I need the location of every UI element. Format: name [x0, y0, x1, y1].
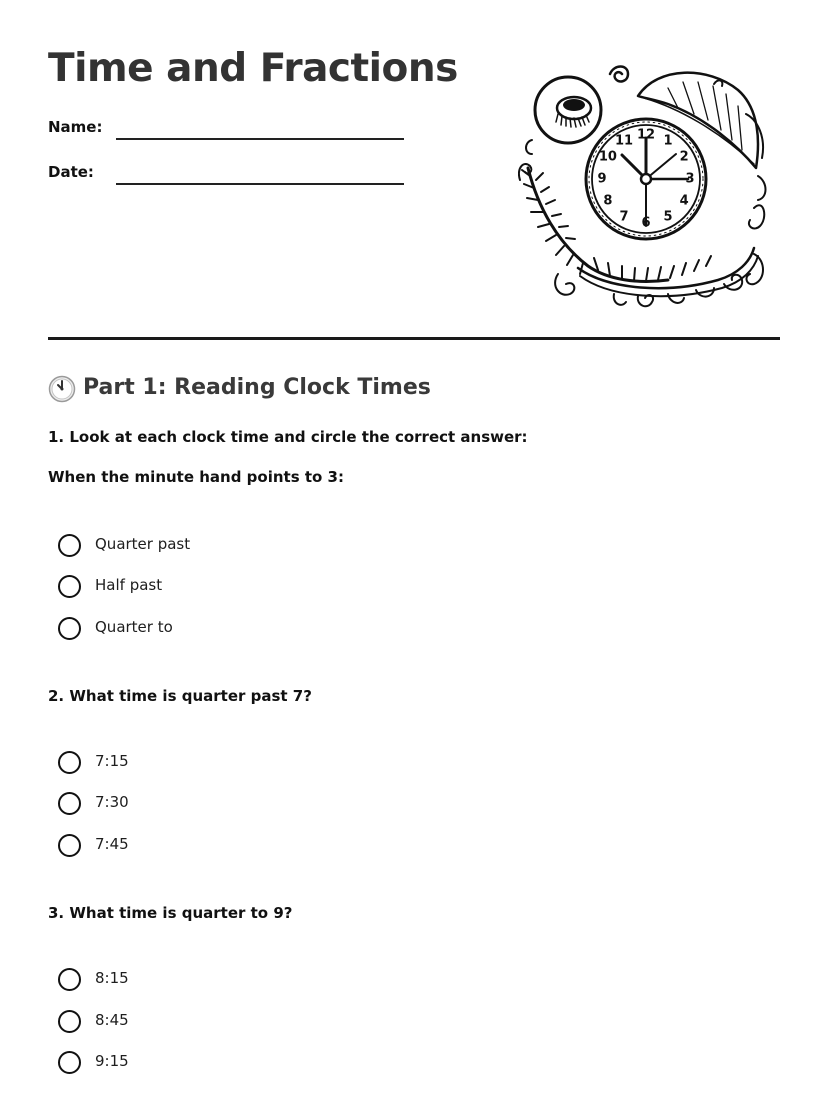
clock-numeral: 7: [619, 209, 629, 225]
option-label: 7:45: [95, 835, 129, 853]
question-3-text: 3. What time is quarter to 9?: [48, 904, 293, 922]
date-line[interactable]: [116, 183, 404, 185]
radio-button[interactable]: [58, 751, 81, 774]
clock-numeral: 8: [603, 193, 613, 209]
clock-numeral: 4: [679, 193, 689, 209]
date-field[interactable]: [48, 161, 408, 191]
clock-numeral: 1: [663, 133, 673, 149]
question-2-option-1[interactable]: [57, 750, 357, 776]
clock-numeral: 3: [685, 171, 695, 187]
option-label: 8:45: [95, 1011, 129, 1029]
question-1-text: When the minute hand points to 3:: [48, 468, 344, 486]
clock-numeral: 2: [679, 149, 689, 165]
clock-numeral: 10: [598, 149, 617, 165]
question-3-option-2[interactable]: [57, 1009, 357, 1035]
clock-numeral: 6: [641, 215, 651, 231]
clock-numeral: 5: [663, 209, 673, 225]
page-title: Time and Fractions: [48, 46, 458, 91]
radio-button[interactable]: [58, 534, 81, 557]
option-label: 8:15: [95, 969, 129, 987]
question-3-option-3[interactable]: [57, 1050, 357, 1076]
decorative-clock-illustration: [518, 58, 768, 313]
option-label: 7:15: [95, 752, 129, 770]
clock-icon: [48, 375, 76, 403]
option-label: 9:15: [95, 1052, 129, 1070]
question-2-option-3[interactable]: [57, 833, 357, 859]
radio-button[interactable]: [58, 617, 81, 640]
section-divider: [48, 337, 780, 340]
radio-button[interactable]: [58, 575, 81, 598]
name-field[interactable]: [48, 116, 408, 146]
option-label: Quarter to: [95, 618, 173, 636]
radio-button[interactable]: [58, 968, 81, 991]
question-1-option-1[interactable]: [57, 533, 357, 559]
clock-numeral: 9: [597, 171, 607, 187]
clock-numeral: 11: [614, 133, 634, 149]
radio-button[interactable]: [58, 792, 81, 815]
date-label: Date:: [48, 163, 94, 181]
question-3-option-1[interactable]: [57, 967, 357, 993]
radio-button[interactable]: [58, 834, 81, 857]
question-2-option-2[interactable]: [57, 791, 357, 817]
option-label: Half past: [95, 576, 163, 594]
option-label: 7:30: [95, 793, 129, 811]
name-line[interactable]: [116, 138, 404, 140]
question-1-option-3[interactable]: [57, 616, 357, 642]
part1-title: Part 1: Reading Clock Times: [83, 375, 431, 400]
name-label: Name:: [48, 118, 103, 136]
clock-numeral: 12: [636, 127, 656, 143]
radio-button[interactable]: [58, 1051, 81, 1074]
question-2-text: 2. What time is quarter past 7?: [48, 687, 312, 705]
option-label: Quarter past: [95, 535, 191, 553]
part1-instruction: 1. Look at each clock time and circle the correct answer:: [48, 428, 528, 446]
question-1-option-2[interactable]: [57, 574, 357, 600]
radio-button[interactable]: [58, 1010, 81, 1033]
